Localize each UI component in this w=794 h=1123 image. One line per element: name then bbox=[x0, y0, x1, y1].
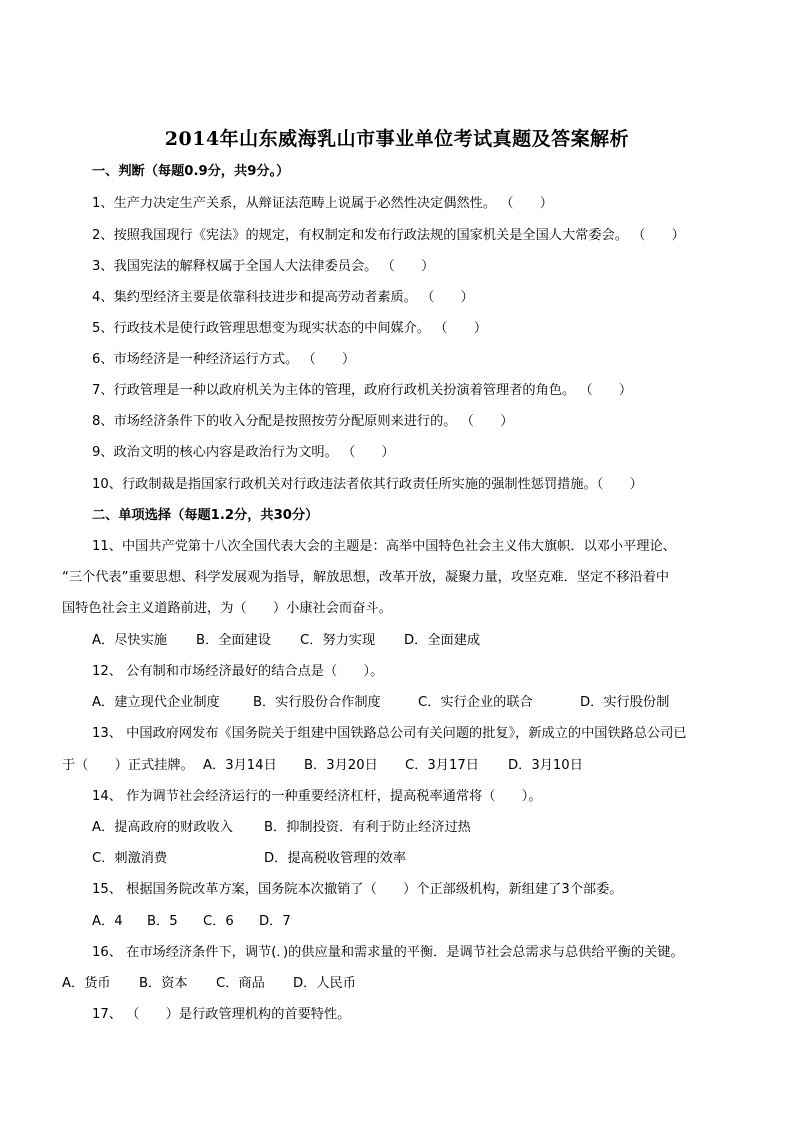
q15-option-d: D．7 bbox=[259, 914, 291, 929]
question-17-stem: 17、 （ ）是行政管理机构的首要特性。 bbox=[92, 1007, 351, 1022]
question-13-line-1: 13、 中国政府网发布《国务院关于组建中国铁路总公司有关问题的批复》，新成立的中国铁路总公司已 bbox=[92, 726, 687, 741]
question-12-stem: 12、 公有制和市场经济最好的结合点是（ ）。 bbox=[92, 664, 384, 679]
judgment-item-4: 4、集约型经济主要是依靠科技进步和提高劳动者素质。 （ ） bbox=[92, 290, 474, 305]
q12-option-d: D．实行股份制 bbox=[580, 695, 670, 710]
q12-option-a: A．建立现代企业制度 bbox=[92, 695, 220, 710]
question-13-line-2: 于（ ）正式挂牌。 bbox=[62, 758, 194, 773]
judgment-item-2: 2、按照我国现行《宪法》的规定，有权制定和发布行政法规的国家机关是全国人大常委会。 （ ） bbox=[92, 228, 685, 243]
section-heading-judgment: 一、判断（每题0.9分，共9分。） bbox=[92, 164, 290, 179]
judgment-item-10: 10、行政制裁是指国家行政机关对行政违法者依其行政责任所实施的强制性惩罚措施。（ ） bbox=[92, 477, 643, 492]
question-11-line-2: “三个代表”重要思想、科学发展观为指导，解放思想，改革开放，凝聚力量，攻坚克难．坚定不移沿着中 bbox=[62, 570, 670, 585]
judgment-item-5: 5、行政技术是使行政管理思想变为现实状态的中间媒介。 （ ） bbox=[92, 321, 488, 336]
question-15-stem: 15、 根据国务院改革方案，国务院本次撤销了（ ）个正部级机构，新组建了3个部委。 bbox=[92, 882, 623, 897]
q11-option-a: A．尽快实施 bbox=[92, 633, 167, 648]
q16-option-c: C．商品 bbox=[216, 976, 265, 991]
q13-option-a: A．3月14日 bbox=[203, 758, 277, 773]
judgment-item-8: 8、市场经济条件下的收入分配是按照按劳分配原则来进行的。 （ ） bbox=[92, 414, 514, 429]
question-14-stem: 14、 作为调节社会经济运行的一种重要经济杠杆，提高税率通常将（ ）。 bbox=[92, 789, 542, 804]
q15-option-c: C．6 bbox=[203, 914, 234, 929]
judgment-item-1: 1、生产力决定生产关系，从辩证法范畴上说属于必然性决定偶然性。 （ ） bbox=[92, 196, 553, 211]
q11-option-b: B．全面建设 bbox=[196, 633, 271, 648]
q15-option-a: A．4 bbox=[92, 914, 123, 929]
question-11-line-3: 国特色社会主义道路前进，为（ ）小康社会而奋斗。 bbox=[62, 601, 392, 616]
q14-option-c: C．刺激消费 bbox=[92, 851, 168, 866]
section-heading-single-choice: 二、单项选择（每题1.2分，共30分） bbox=[92, 508, 319, 523]
judgment-item-9: 9、政治文明的核心内容是政治行为文明。 （ ） bbox=[92, 445, 395, 460]
q11-option-d: D．全面建成 bbox=[404, 633, 481, 648]
q12-option-c: C．实行企业的联合 bbox=[418, 695, 533, 710]
judgment-item-3: 3、我国宪法的解释权属于全国人大法律委员会。 （ ） bbox=[92, 259, 435, 274]
question-16-stem: 16、 在市场经济条件下，调节(．)的供应量和需求量的平衡．是调节社会总需求与总供给平衡的关键。 bbox=[92, 945, 684, 960]
q13-option-c: C．3月17日 bbox=[405, 758, 479, 773]
q15-option-b: B．5 bbox=[147, 914, 178, 929]
judgment-item-6: 6、市场经济是一种经济运行方式。 （ ） bbox=[92, 352, 356, 367]
q12-option-b: B．实行股份合作制度 bbox=[253, 695, 381, 710]
q16-option-a: A．货币 bbox=[62, 976, 111, 991]
q14-option-b: B．抑制投资．有利于防止经济过热 bbox=[264, 820, 471, 835]
q13-option-b: B．3月20日 bbox=[304, 758, 378, 773]
q16-option-b: B．资本 bbox=[139, 976, 188, 991]
q14-option-d: D．提高税收管理的效率 bbox=[264, 851, 407, 866]
page-title: 2014年山东威海乳山市事业单位考试真题及答案解析 bbox=[164, 128, 630, 150]
question-11-line-1: 11、中国共产党第十八次全国代表大会的主题是：高举中国特色社会主义伟大旗帜．以邓小平理论、 bbox=[92, 539, 676, 554]
q16-option-d: D．人民币 bbox=[293, 976, 356, 991]
q11-option-c: C．努力实现 bbox=[300, 633, 376, 648]
judgment-item-7: 7、行政管理是一种以政府机关为主体的管理，政府行政机关扮演着管理者的角色。 （ ） bbox=[92, 383, 633, 398]
q13-option-d: D．3月10日 bbox=[508, 758, 583, 773]
q14-option-a: A．提高政府的财政收入 bbox=[92, 820, 233, 835]
